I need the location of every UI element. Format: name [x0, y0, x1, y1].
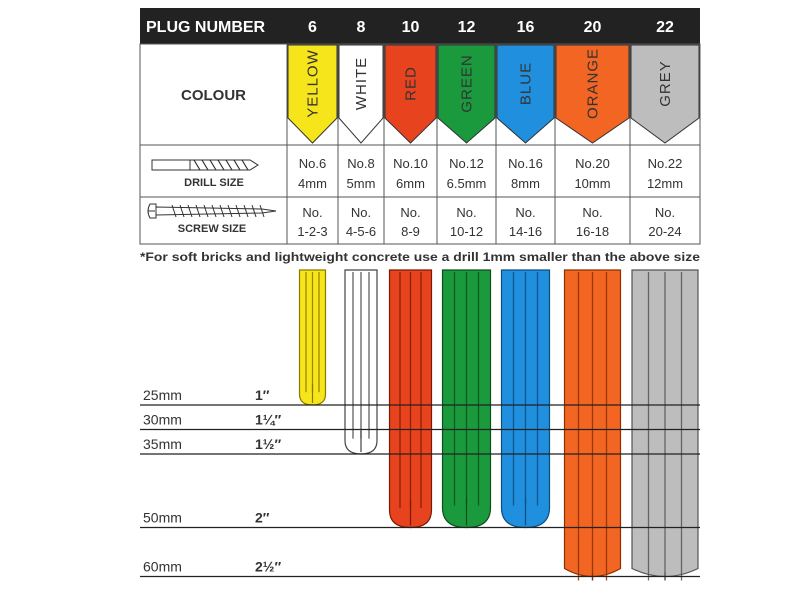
- plug-number-6: 6: [308, 19, 317, 36]
- screw-size-number: No.: [302, 205, 323, 220]
- screw-size-number: No.: [400, 205, 421, 220]
- screw-size-range: 14-16: [508, 224, 543, 239]
- length-inch-label: 2½″: [255, 558, 282, 575]
- plug-number-22: 22: [656, 19, 674, 36]
- drill-size-mm: 5mm: [346, 176, 376, 191]
- plug-green: [443, 270, 491, 528]
- screw-size-number: No.: [456, 205, 477, 220]
- drill-size-number: No.22: [647, 156, 683, 171]
- plug-orange: [565, 270, 621, 581]
- screw-size-number: No.: [515, 205, 536, 220]
- plug-number-label: PLUG NUMBER: [146, 19, 266, 36]
- drill-size-number: No.8: [347, 156, 375, 171]
- plug-white: [345, 270, 377, 454]
- plug-number-12: 12: [457, 19, 476, 36]
- colour-label: COLOUR: [181, 87, 246, 104]
- screw-size-label: SCREW SIZE: [177, 223, 247, 235]
- length-inch-label: 1″: [255, 387, 270, 403]
- colour-name-grey: GREY: [657, 60, 674, 107]
- plug-number-8: 8: [356, 19, 366, 36]
- drill-size-number: No.10: [393, 156, 428, 171]
- plug-number-10: 10: [401, 19, 420, 36]
- colour-name-white: WHITE: [353, 56, 370, 111]
- drill-size-number: No.6: [298, 156, 327, 171]
- drill-size-mm: 10mm: [574, 176, 611, 191]
- drill-size-label: DRILL SIZE: [184, 177, 244, 189]
- length-inch-label: 1½″: [255, 436, 282, 452]
- drill-size-number: No.12: [449, 156, 484, 171]
- screw-size-range: 4-5-6: [345, 224, 377, 239]
- plug-grey: [632, 270, 698, 581]
- length-inch-label: 1¼″: [255, 411, 282, 428]
- drill-size-number: No.20: [575, 156, 610, 171]
- screw-size-number: No.: [654, 205, 676, 220]
- drill-size-mm: 6mm: [396, 176, 425, 191]
- drill-size-mm: 8mm: [511, 176, 540, 191]
- length-mm-label: 50mm: [143, 509, 182, 526]
- screw-size-range: 1-2-3: [297, 224, 328, 239]
- soft-brick-note: *For soft bricks and lightweight concrete use a drill 1mm smaller than the above size: [140, 252, 700, 264]
- screw-size-number: No.: [582, 205, 603, 220]
- screw-icon: [148, 204, 276, 218]
- length-mm-label: 35mm: [143, 436, 182, 452]
- drill-bit-shank: [152, 160, 190, 170]
- length-inch-label: 2″: [255, 509, 270, 526]
- plug-yellow: [300, 270, 326, 405]
- screw-size-range: 8-9: [401, 224, 420, 239]
- length-mm-label: 30mm: [143, 411, 182, 428]
- colour-name-green: GREEN: [458, 54, 476, 113]
- colour-name-yellow: YELLOW: [304, 49, 322, 118]
- screw-size-number: No.: [350, 205, 372, 220]
- plug-number-20: 20: [583, 19, 602, 36]
- drill-bit-icon: [152, 160, 258, 170]
- drill-size-mm: 4mm: [298, 176, 327, 191]
- drill-size-mm: 6.5mm: [446, 176, 487, 191]
- colour-name-orange: ORANGE: [584, 47, 602, 120]
- plug-red: [390, 270, 432, 528]
- screw-size-range: 10-12: [449, 224, 484, 239]
- drill-size-mm: 12mm: [646, 176, 684, 191]
- colour-name-blue: BLUE: [517, 61, 535, 106]
- length-mm-label: 25mm: [143, 387, 182, 403]
- drill-bit-flute: [190, 160, 258, 170]
- screw-size-range: 16-18: [575, 224, 610, 239]
- drill-size-number: No.16: [508, 156, 543, 171]
- plug-number-16: 16: [516, 19, 535, 36]
- plug-blue: [502, 270, 550, 528]
- length-mm-label: 60mm: [143, 558, 182, 575]
- screw-size-range: 20-24: [648, 224, 682, 239]
- colour-name-red: RED: [402, 66, 420, 101]
